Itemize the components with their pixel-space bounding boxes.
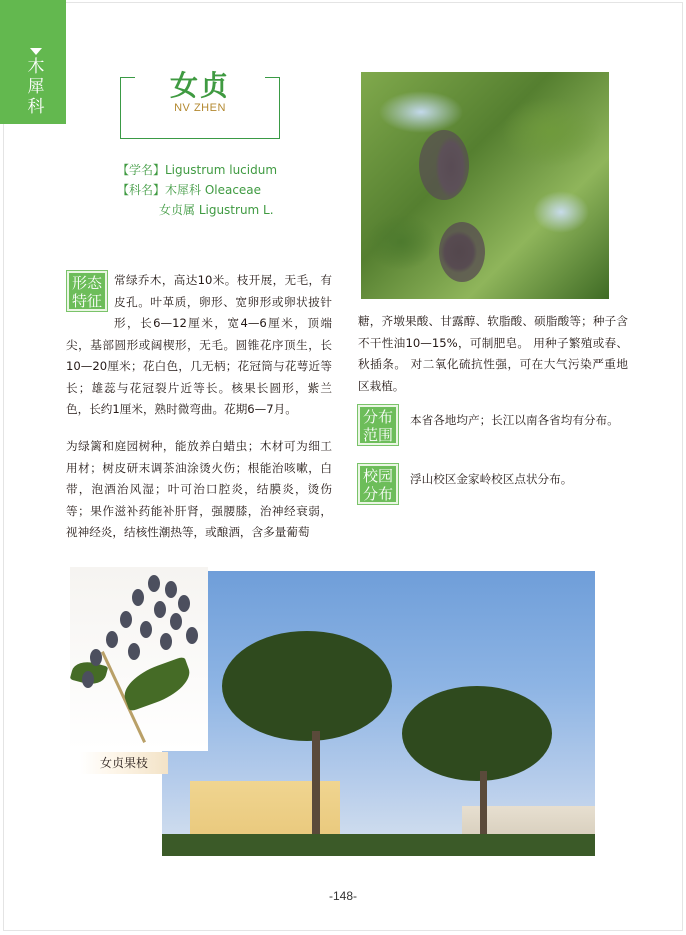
photo-caption: 女贞果枝 bbox=[80, 752, 168, 774]
morphology-section bbox=[66, 270, 332, 421]
family-tab-label: 木犀科 bbox=[27, 57, 45, 117]
usage-text-right: 糖，齐墩果酸、甘露醇、软脂酸、硕脂酸等；种子含不干性油10—15%，可制肥皂。 用种子繁殖或春、秋插条。 对二氧化硫抗性强，可在大气污染严重地区栽植。 bbox=[358, 314, 628, 393]
scientific-name: 【学名】Ligustrum lucidum bbox=[117, 163, 278, 177]
triangle-down-icon bbox=[30, 48, 42, 55]
page-title: 女贞 bbox=[169, 69, 230, 102]
badge-distribution bbox=[357, 404, 399, 446]
photo-fruit-branch bbox=[70, 567, 208, 751]
family-name: 【科名】木犀科 Oleaceae bbox=[117, 183, 262, 197]
photo-fruiting-branches bbox=[361, 72, 609, 299]
photo-trees-sky bbox=[162, 571, 595, 856]
usage-text-left: 为绿篱和庭园树种，能放养白蜡虫；木材可为细工用材；树皮研末调茶油涂烫火伤；根能治咳嗽，白带，泡酒治风湿；叶可治口腔炎，结膜炎，烫伤等；果作滋补药能补肝肾，强腰膝，治神经衰弱，视神经炎，结核性潮热等，或酿酒，含多量葡萄 bbox=[66, 439, 332, 539]
morphology-text: 常绿乔木，高达10米。枝开展，无毛，有皮孔。叶革质，卵形、宽卵形或卵状披针形，长6—12厘米，宽4—6厘米，顶端尖，基部圆形或阔楔形，无毛。圆锥花序顶生，长10—20厘米；花白色，几无柄；花冠筒与花萼近等长；雄蕊与花冠裂片近等长。核果长圆形，紫兰色，长约1厘米，熟时微弯曲。花期6—7月。 bbox=[66, 273, 332, 416]
family-tab bbox=[0, 0, 66, 124]
genus-name: 女贞属 Ligustrum L. bbox=[159, 203, 274, 217]
page-subtitle-pinyin: NV ZHEN bbox=[174, 102, 226, 114]
campus-text: 浮山校区金家岭校区点状分布。 bbox=[410, 472, 573, 486]
badge-morphology bbox=[66, 270, 108, 312]
badge-campus-label: 校园分布 bbox=[360, 466, 396, 502]
distribution-text: 本省各地均产；长江以南各省均有分布。 bbox=[410, 413, 619, 427]
badge-morphology-label: 形态特征 bbox=[69, 273, 105, 309]
taxonomy-block bbox=[117, 160, 277, 220]
badge-distribution-label: 分布范围 bbox=[360, 407, 396, 443]
title-box bbox=[120, 69, 280, 139]
badge-campus bbox=[357, 463, 399, 505]
page-number: -148- bbox=[328, 889, 357, 903]
